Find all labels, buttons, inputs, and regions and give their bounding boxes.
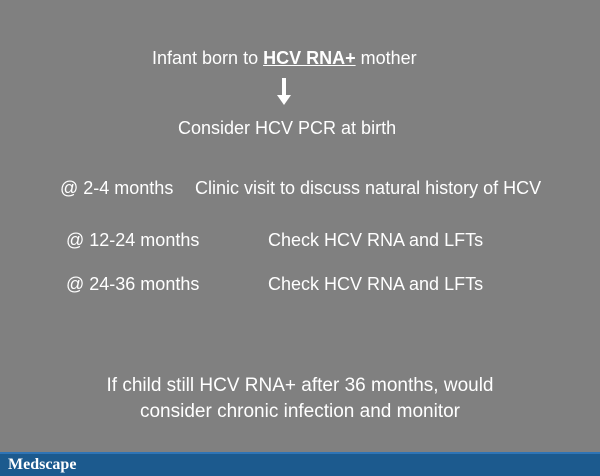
footer-top-stripe xyxy=(0,452,600,454)
visit-time-3: @ 24-36 months xyxy=(66,274,200,294)
down-arrow-icon xyxy=(277,78,291,106)
medscape-logo: Medscape xyxy=(8,456,77,473)
visit-action-2: Check HCV RNA and LFTs xyxy=(268,230,484,250)
title-suffix: mother xyxy=(355,48,417,68)
title-highlight: HCV RNA+ xyxy=(263,48,356,68)
visit-time-1: @ 2-4 months xyxy=(60,178,174,198)
conclusion-line-1: If child still HCV RNA+ after 36 months, would xyxy=(106,375,494,396)
conclusion-line-2: consider chronic infection and monitor xyxy=(139,401,460,422)
title-prefix: Infant born to xyxy=(152,48,264,68)
visit-action-3: Check HCV RNA and LFTs xyxy=(268,274,484,294)
footer-bar xyxy=(0,452,600,476)
step-birth: Consider HCV PCR at birth xyxy=(178,118,397,138)
visit-time-2: @ 12-24 months xyxy=(66,230,200,250)
visit-action-1: Clinic visit to discuss natural history of HCV xyxy=(195,178,542,198)
flow-title xyxy=(152,47,417,69)
